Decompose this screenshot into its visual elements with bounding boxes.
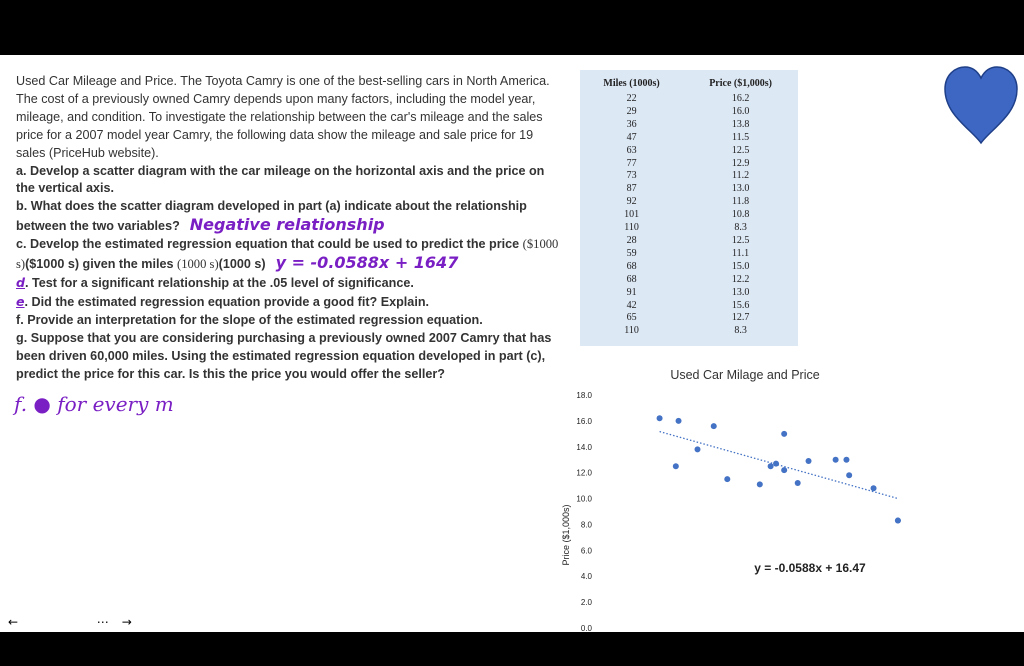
data-point [673,463,679,469]
table-row [580,196,798,209]
cell-miles: 68 [626,273,637,285]
cell-miles: 63 [626,144,637,156]
data-point [843,457,849,463]
data-point [657,415,663,421]
cell-price: 16.2 [731,93,750,104]
table-row [580,183,798,196]
data-table [580,70,798,346]
part-f: f. Provide an interpretation for the slope of the estimated regression equation. [16,312,483,327]
cell-miles: 110 [624,325,639,337]
cell-miles: 28 [626,234,637,246]
cell-price: 11.2 [732,170,750,182]
cell-price: 13.0 [731,286,750,298]
data-point [768,463,774,469]
problem-statement [16,73,564,383]
cell-price: 13.8 [731,118,750,130]
cell-price: 12.5 [731,144,750,156]
table-row [580,287,798,300]
data-point [676,418,682,424]
cell-price: 16.0 [731,105,750,117]
y-tick-label: 8.0 [580,520,592,530]
cell-price: 12.2 [731,273,750,285]
data-point [781,431,787,437]
y-tick-label: 16.0 [576,416,592,426]
table-row [580,209,798,222]
cell-miles: 68 [626,260,637,272]
cell-miles: 91 [626,286,637,298]
arrow-right-icon[interactable]: → [118,613,136,631]
camera-off-icon[interactable]: ▣ [72,612,88,631]
table-row [580,119,798,132]
cell-miles: 110 [624,222,639,234]
table-row [580,170,798,183]
cell-price: 13.0 [731,183,750,195]
cell-price: 10.8 [731,209,750,221]
data-point [833,457,839,463]
cell-miles: 42 [626,299,637,311]
table-row [580,158,798,171]
cell-price: 8.3 [734,222,747,234]
part-a: a. Develop a scatter diagram with the car mileage on the horizontal axis and the price on the vertical axis. [16,163,545,196]
data-point [757,481,763,487]
table-row [580,222,798,235]
cell-price: 15.0 [731,260,750,272]
part-g: g. Suppose that you are considering purchasing a previously owned 2007 Camry that has been driven 60,000 miles. Using the estimated regression equation developed in part (c), predict the price for this car. Is this the price you would offer the seller? [16,330,552,381]
part-c: c. Develop the estimated regression equation that could be used to predict the price ($1000 s)($1000 s) given the miles (1000 s)(1000 s) y = -0.0588x + 1647 [16,237,559,273]
y-tick-label: 14.0 [576,442,592,452]
data-point [724,476,730,482]
problem-intro: Used Car Mileage and Price. The Toyota Camry is one of the best-selling cars in North America. The cost of a previously owned Camry depends upon many factors, including the model year, mileage, and condition. To investigate the relationship between the car's mileage and the sales price for a 2007 model year Camry, the following data show the mileage and sale price for 19 sales (PriceHub website). [16,74,550,160]
data-point [695,446,701,452]
pencil-icon[interactable]: ✎ [28,612,42,631]
y-tick-label: 4.0 [580,572,592,582]
video-toolbar [4,612,136,631]
cell-miles: 92 [626,196,637,208]
table-row [580,274,798,287]
y-tick-label: 0.0 [580,624,592,633]
data-point [773,461,779,467]
y-axis-label: Price ($1,000s) [561,504,571,566]
heart-icon [943,65,1019,145]
table-row [580,93,798,106]
cell-price: 11.1 [732,247,750,259]
data-point [846,472,852,478]
cell-price: 12.7 [731,312,750,324]
table-row [580,312,798,325]
y-tick-label: 10.0 [576,494,592,504]
table-row [580,261,798,274]
cell-price: 15.6 [731,299,750,311]
table-row [580,235,798,248]
cell-miles: 73 [626,170,637,182]
slide-page [0,55,1024,660]
chart-title: Used Car Milage and Price [670,368,820,382]
data-point [806,458,812,464]
y-tick-label: 12.0 [576,468,592,478]
trendline [660,432,898,499]
data-point [795,480,801,486]
cell-miles: 65 [626,312,637,324]
table-row [580,106,798,119]
header-price: Price ($1,000s) [709,78,772,89]
data-point [895,518,901,524]
data-point [871,485,877,491]
captions-button[interactable]: CC [47,616,66,628]
table-row [580,325,798,338]
cell-price: 12.9 [731,157,750,169]
trendline-equation: y = -0.0588x + 16.47 [754,561,866,575]
cell-price: 8.3 [734,325,747,337]
part-e: e. Did the estimated regression equation provide a good fit? Explain. [16,293,430,309]
answer-b-handwriting: Negative relationship [189,215,385,235]
cell-price: 11.8 [732,196,750,208]
cell-miles: 87 [626,183,637,195]
y-tick-label: 6.0 [580,546,592,556]
table-row [580,145,798,158]
header-miles: Miles (1000s) [603,78,660,89]
arrow-left-icon[interactable]: ← [4,613,22,631]
y-tick-label: 2.0 [580,598,592,608]
cell-miles: 77 [626,157,637,169]
table-row [580,248,798,261]
cell-miles: 22 [626,93,637,104]
cell-miles: 29 [626,105,637,117]
cell-miles: 59 [626,247,637,259]
answer-c-handwriting: y = -0.0588x + 1647 [275,253,459,273]
data-point [711,423,717,429]
handwritten-note-f: f. ● for every m [14,392,174,416]
scatter-chart: Used Car Milage and Price 0.02.04.06.08.010.012.014.016.018.0 0 20 40 60 80 100 120 y = -0.0588x + 16.47 Miles (1000s) Price ($1,000s) [561,368,932,660]
cell-price: 11.5 [732,131,750,143]
data-point [781,467,787,473]
cell-miles: 36 [626,118,637,130]
table-row [580,132,798,145]
part-d: d. Test for a significant relationship at the .05 level of significance. [16,274,414,290]
cell-price: 12.5 [731,234,750,246]
table-row [580,300,798,313]
y-tick-label: 18.0 [576,391,592,400]
cell-miles: 101 [624,209,640,221]
more-icon[interactable]: ⋯ [94,613,112,631]
cell-miles: 47 [626,131,637,143]
part-b: b. What does the scatter diagram developed in part (a) indicate about the relationship between the two variables? Negative relationship [16,199,527,235]
